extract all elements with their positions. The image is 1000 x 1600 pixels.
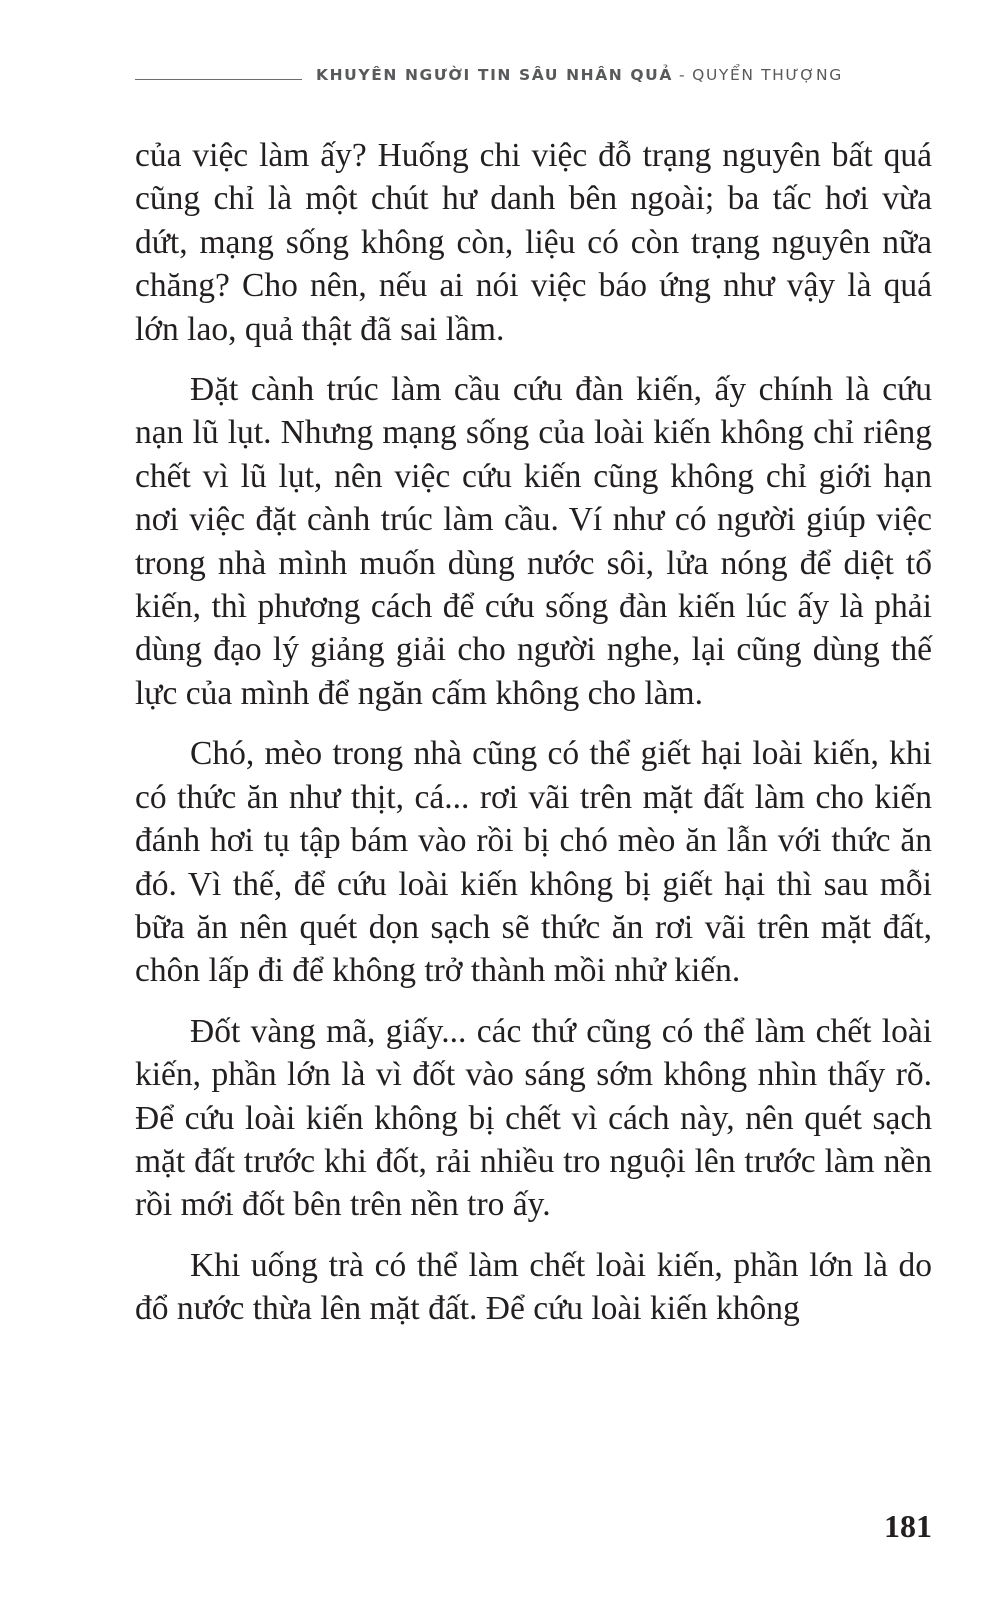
header-rule bbox=[135, 79, 302, 80]
paragraph-5: Khi uống trà có thể làm chết loài kiến, phần lớn là do đổ nước thừa lên mặt đất. Để cứu loài kiến không bbox=[135, 1246, 932, 1328]
body-text bbox=[135, 134, 932, 1348]
running-header bbox=[135, 60, 932, 90]
paragraph-4: Đốt vàng mã, giấy... các thứ cũng có thể làm chết loài kiến, phần lớn là vì đốt vào sáng sớm không nhìn thấy rõ. Để cứu loài kiến không bị chết vì cách này, nên quét sạch mặt đất trước khi đốt, rải nhiều tro nguội lên trước làm nền rồi mới đốt bên trên nền tro ấy. bbox=[135, 1012, 932, 1224]
header-separator: - bbox=[678, 66, 687, 84]
page-number: 181 bbox=[884, 1508, 932, 1544]
header-text bbox=[316, 66, 843, 84]
paragraph-2: Đặt cành trúc làm cầu cứu đàn kiến, ấy chính là cứu nạn lũ lụt. Nhưng mạng sống của loài kiến không chỉ riêng chết vì lũ lụt, nên việc cứu kiến cũng không chỉ giới hạn nơi việc đặt cành trúc làm cầu. Ví như có người giúp việc trong nhà mình muốn dùng nước sôi, lửa nóng để diệt tổ kiến, thì phương cách để cứu sống đàn kiến lúc ấy là phải dùng đạo lý giảng giải cho người nghe, lại cũng dùng thế lực của mình để ngăn cấm không cho làm. bbox=[135, 371, 932, 712]
paragraph-1: của việc làm ấy? Huống chi việc đỗ trạng nguyên bất quá cũng chỉ là một chút hư danh bên ngoài; ba tấc hơi vừa dứt, mạng sống không còn, liệu có còn trạng nguyên nữa chăng? Cho nên, nếu ai nói việc báo ứng như vậy là quá lớn lao, quả thật đã sai lầm. bbox=[135, 137, 932, 348]
volume-label: QUYỂN THƯỢNG bbox=[692, 66, 843, 84]
paragraph-3: Chó, mèo trong nhà cũng có thể giết hại loài kiến, khi có thức ăn như thịt, cá... rơi vãi trên mặt đất làm cho kiến đánh hơi tụ tập bám vào rồi bị chó mèo ăn lẫn với thức ăn đó. Vì thế, để cứu loài kiến không bị giết hại thì sau mỗi bữa ăn nên quét dọn sạch sẽ thức ăn rơi vãi trên mặt đất, chôn lấp đi để không trở thành mồi nhử kiến. bbox=[135, 735, 932, 990]
book-title: KHUYÊN NGƯỜI TIN SÂU NHÂN QUẢ bbox=[316, 66, 673, 84]
